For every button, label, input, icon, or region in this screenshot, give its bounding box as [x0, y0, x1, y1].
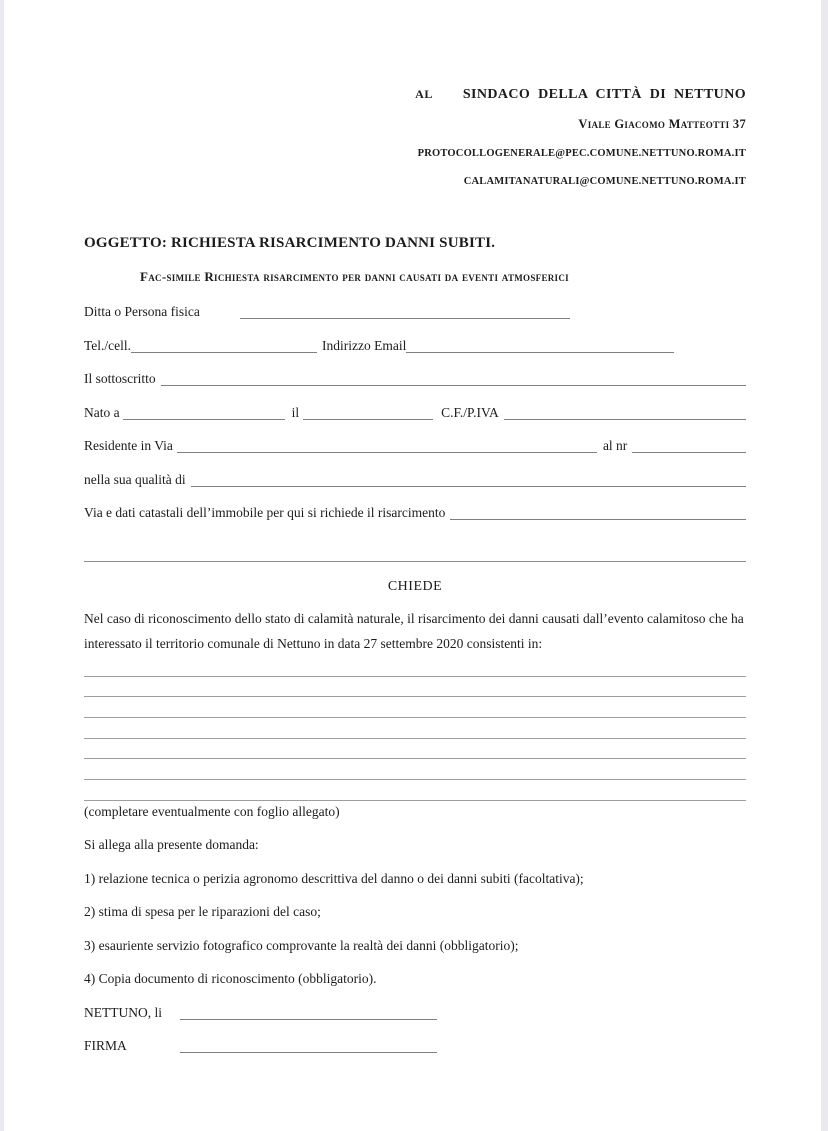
writing-line [84, 656, 746, 677]
form-row-contatti [84, 338, 746, 354]
subject-heading: OGGETTO: RICHIESTA RISARCIMENTO DANNI SUBITI. [84, 235, 496, 251]
field-line-data-nascita [303, 419, 433, 420]
field-label-qualita: nella sua qualità di [84, 471, 186, 487]
field-label-sottoscritto: Il sottoscritto [84, 371, 156, 386]
field-line-ditta [240, 318, 570, 319]
email-pec: PROTOCOLLOGENERALE@PEC.COMUNE.NETTUNO.ROMA.IT [417, 148, 746, 159]
recipient-line [84, 86, 746, 103]
field-label-alnr: al nr [602, 438, 628, 453]
field-line-qualita [191, 486, 746, 487]
subject-subheading: Fac-simile Richiesta risarcimento per danni causati da eventi atmosferici [140, 269, 569, 284]
field-line-email [406, 352, 674, 353]
field-label-il: il [291, 404, 300, 420]
writing-line [84, 780, 746, 801]
request-paragraph: Nel caso di riconoscimento dello stato di calamità naturale, il risarcimento dei danni causati dall’evento calamitoso che ha interessato il territorio comunale di Nettuno in data 27 settembre 2020 consistenti in: [84, 611, 744, 651]
writing-line [84, 677, 746, 698]
form-row-sottoscritto [84, 371, 746, 387]
letterhead [84, 0, 746, 188]
recipient-name: SINDACO DELLA CITTÀ DI NETTUNO [462, 87, 746, 102]
field-label-residente: Residente in Via [84, 438, 173, 453]
form-row-via-catastali [84, 505, 746, 521]
writing-line [84, 739, 746, 760]
field-label-via-catastali: Via e dati catastali dell’immobile per qui si richiede il risarcimento [84, 505, 446, 520]
place-date-line [180, 1019, 437, 1020]
form-row-qualita [84, 472, 746, 488]
email-calamita: CALAMITANATURALI@COMUNE.NETTUNO.ROMA.IT [463, 176, 746, 187]
writing-line [84, 697, 746, 718]
attachment-item-2: 2) stima di spesa per le riparazioni del caso; [84, 904, 321, 920]
field-label-tel: Tel./cell. [84, 337, 132, 353]
field-label-email: Indirizzo Email [322, 337, 407, 353]
field-label-cf: C.F./P.IVA [441, 404, 499, 420]
to-label: AL [415, 87, 433, 101]
document-page [4, 0, 821, 1131]
recipient-address: Viale Giacomo Matteotti 37 [578, 117, 746, 131]
writing-line [84, 759, 746, 780]
place-date-row [84, 1005, 746, 1021]
document-content [84, 0, 746, 1054]
form-row-ditta [84, 304, 746, 320]
field-line-tel [131, 352, 317, 353]
field-label-ditta: Ditta o Persona fisica [84, 304, 200, 319]
field-label-nato: Nato a [84, 404, 120, 420]
field-line-nato [123, 419, 285, 420]
attachment-item-3: 3) esauriente servizio fotografico comprovante la realtà dei danni (obbligatorio); [84, 937, 519, 953]
field-line-sottoscritto [161, 385, 746, 386]
form-row-nascita [84, 405, 746, 421]
signature-row [84, 1038, 746, 1054]
chiede-heading: CHIEDE [387, 579, 443, 594]
attachment-note: (completare eventualmente con foglio allegato) [84, 803, 340, 819]
attachment-item-1: 1) relazione tecnica o perizia agronomo descrittiva del danno o dei danni subiti (facoltativa); [84, 870, 584, 886]
signature-line [180, 1052, 437, 1053]
field-line-residente [177, 452, 597, 453]
signature-label: FIRMA [84, 1038, 127, 1054]
scan-edge-right [821, 0, 828, 1131]
form-row-residenza [84, 438, 746, 454]
field-line-via-catastali [450, 519, 746, 520]
place-date-label: NETTUNO, li [84, 1004, 162, 1020]
writing-lines-block [84, 656, 746, 801]
field-line-alnr [632, 452, 746, 453]
field-line-cf [504, 419, 746, 420]
writing-line [84, 718, 746, 739]
field-line-continuation [84, 561, 746, 562]
attachment-item-4: 4) Copia documento di riconoscimento (obbligatorio). [84, 971, 377, 987]
attachments-intro: Si allega alla presente domanda: [84, 837, 259, 853]
